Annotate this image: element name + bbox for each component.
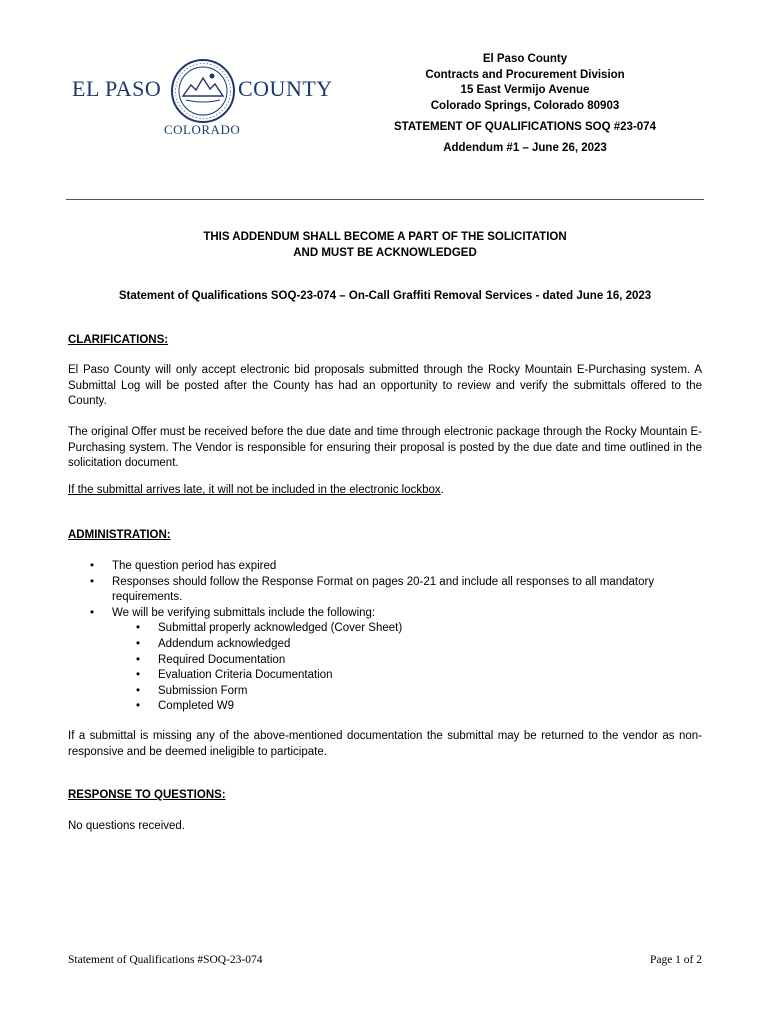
soq-number: STATEMENT OF QUALIFICATIONS SOQ #23-074 — [394, 121, 656, 133]
clarification-paragraph-2: The original Offer must be received before the due date and time through electronic package through the Rocky Mountain E-Purchasing system. The Vendor is responsible for ensuring their proposal is posted by the due date and time outlined in the solicitation document. — [68, 426, 702, 469]
addendum-date: Addendum #1 – June 26, 2023 — [443, 142, 607, 154]
response-text: No questions received. — [68, 820, 185, 832]
street-address: 15 East Vermijo Avenue — [460, 84, 590, 96]
agency-address-block — [360, 52, 690, 114]
sublist-item: • Completed W9 — [158, 699, 672, 715]
response-heading: RESPONSE TO QUESTIONS: — [68, 789, 226, 801]
list-item: • Responses should follow the Response Format on pages 20-21 and include all responses to all mandatory requirements. — [112, 575, 672, 606]
addendum-notice — [66, 230, 704, 261]
notice-line-2: AND MUST BE ACKNOWLEDGED — [293, 246, 477, 259]
sublist-item: • Evaluation Criteria Documentation — [158, 668, 672, 684]
page-number: Page 1 of 2 — [649, 954, 702, 966]
division-name: Contracts and Procurement Division — [425, 68, 625, 81]
solicitation-title: Statement of Qualifications SOQ-23-074 – On-Call Graffiti Removal Services - dated June 16, 2023 — [118, 290, 652, 302]
city-state-zip: Colorado Springs, Colorado 80903 — [430, 99, 620, 112]
footer-document-title: Statement of Qualifications #SOQ-23-074 — [68, 954, 263, 966]
agency-name: El Paso County — [482, 53, 568, 65]
late-submittal-period: . — [440, 484, 444, 496]
sublist-item: • Submission Form — [158, 684, 672, 700]
list-item: • The question period has expired — [112, 559, 672, 575]
clarification-paragraph-1: El Paso County will only accept electronic bid proposals submitted through the Rocky Mountain E-Purchasing system. A Submittal Log will be posted after the County has had an opportunity to review and verify the submittals offered to the County. — [68, 364, 702, 407]
sublist-item: • Addendum acknowledged — [158, 637, 672, 653]
list-item-label: We will be verifying submittals include the following: — [112, 606, 376, 619]
logo-state: COLORADO — [164, 122, 241, 137]
administration-heading: ADMINISTRATION: — [68, 529, 171, 541]
sublist-item: • Submittal properly acknowledged (Cover Sheet) — [158, 621, 672, 637]
missing-documentation-note: If a submittal is missing any of the above-mentioned documentation the submittal may be returned to the vendor as non-responsive and be deemed ineligible to participate. — [68, 730, 702, 758]
sublist-item: • Required Documentation — [158, 653, 672, 669]
clarifications-heading: CLARIFICATIONS: — [68, 334, 169, 346]
header-divider — [66, 199, 704, 200]
late-submittal-note — [68, 483, 702, 499]
el-paso-county-logo — [66, 54, 342, 142]
logo-left-word: EL PASO — [72, 76, 162, 101]
county-seal-icon — [170, 58, 236, 124]
notice-line-1: THIS ADDENDUM SHALL BECOME A PART OF THE SOLICITATION — [203, 231, 567, 243]
late-submittal-text: If the submittal arrives late, it will not be included in the electronic lockbox — [68, 484, 441, 496]
logo-right-word: COUNTY — [238, 76, 333, 101]
administration-list — [112, 559, 672, 715]
verification-sublist — [112, 621, 672, 715]
list-item — [112, 606, 672, 715]
